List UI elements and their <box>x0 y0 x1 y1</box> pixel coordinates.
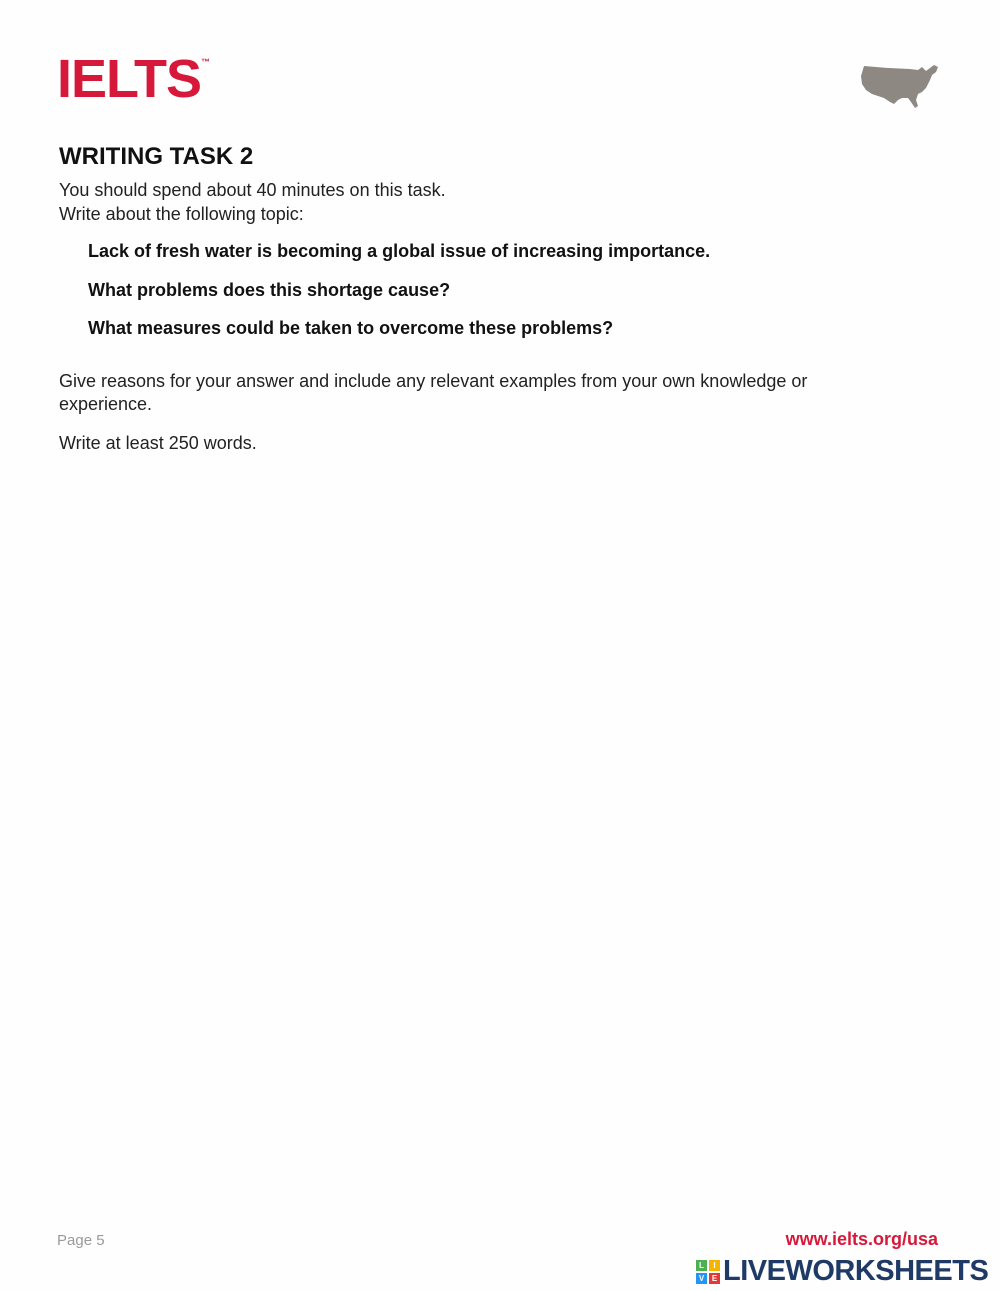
liveworksheets-watermark <box>696 1255 988 1288</box>
instruction-time: You should spend about 40 minutes on this task. <box>59 180 446 200</box>
page-number: Page 5 <box>57 1232 105 1249</box>
logo-letter-v: V <box>696 1273 707 1284</box>
question-measures: What measures could be taken to overcome these problems? <box>88 318 614 338</box>
website-link[interactable]: www.ielts.org/usa <box>785 1229 938 1249</box>
page-title: WRITING TASK 2 <box>59 143 254 170</box>
logo-letter-l: L <box>696 1260 707 1271</box>
usa-map-icon <box>858 62 940 112</box>
trademark-symbol: ™ <box>201 57 211 67</box>
topic-statement: Lack of fresh water is becoming a global issue of increasing importance. <box>88 241 711 261</box>
liveworksheets-logo-icon <box>696 1260 720 1284</box>
word-count-requirement: Write at least 250 words. <box>59 433 257 453</box>
liveworksheets-text: LIVEWORKSHEETS <box>723 1255 989 1287</box>
logo-text: IELTS <box>57 49 202 109</box>
logo-letter-e: E <box>709 1273 720 1284</box>
question-problems: What problems does this shortage cause? <box>88 280 451 300</box>
instruction-topic: Write about the following topic: <box>59 204 304 224</box>
ielts-logo <box>57 49 211 109</box>
guidance-text: Give reasons for your answer and include any relevant examples from your own knowledge or experience. <box>59 371 808 414</box>
logo-letter-i: I <box>709 1260 720 1271</box>
